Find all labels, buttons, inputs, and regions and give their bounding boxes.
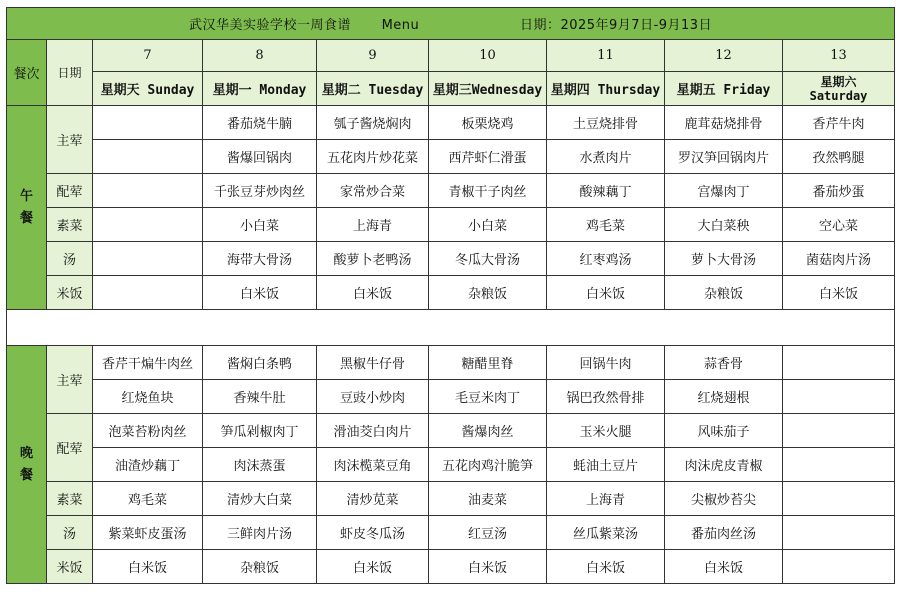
category-label: 配荤 — [47, 174, 93, 208]
dish-cell: 玉米火腿 — [547, 414, 665, 448]
weekday-label: 星期二 Tuesday — [317, 72, 429, 106]
weekday-label — [783, 72, 895, 106]
dish-cell: 上海青 — [317, 208, 429, 242]
dish-cell: 白米饭 — [317, 550, 429, 584]
dish-cell: 小白菜 — [203, 208, 317, 242]
dish-cell: 孜然鸭腿 — [783, 140, 895, 174]
dish-cell: 白米饭 — [429, 550, 547, 584]
menu-row — [7, 448, 895, 482]
dish-cell: 黑椒牛仔骨 — [317, 346, 429, 380]
weekly-menu-table — [6, 7, 895, 584]
dish-cell: 肉沫虎皮青椒 — [665, 448, 783, 482]
dish-cell: 冬瓜大骨汤 — [429, 242, 547, 276]
dish-cell: 肉沫蒸蛋 — [203, 448, 317, 482]
menu-row — [7, 346, 895, 380]
weekday-label: 星期五 Friday — [665, 72, 783, 106]
category-label: 米饭 — [47, 550, 93, 584]
dish-cell: 蒜香骨 — [665, 346, 783, 380]
dish-cell: 虾皮冬瓜汤 — [317, 516, 429, 550]
weekday-label-en: Saturday — [809, 88, 868, 103]
dish-cell: 尖椒炒苔尖 — [665, 482, 783, 516]
dish-cell — [93, 140, 203, 174]
day-number: 12 — [665, 40, 783, 72]
dish-cell: 宫爆肉丁 — [665, 174, 783, 208]
category-label: 汤 — [47, 516, 93, 550]
weekday-label: 星期天 Sunday — [93, 72, 203, 106]
dish-cell: 白米饭 — [547, 276, 665, 310]
dish-cell — [783, 380, 895, 414]
dish-cell: 空心菜 — [783, 208, 895, 242]
meal-label — [7, 106, 47, 310]
dish-cell: 鸡毛菜 — [93, 482, 203, 516]
dish-cell — [93, 106, 203, 140]
dish-cell: 鸡毛菜 — [547, 208, 665, 242]
meal-label — [7, 346, 47, 584]
weekday-label: 星期三Wednesday — [429, 72, 547, 106]
dish-cell: 滑油茭白肉片 — [317, 414, 429, 448]
dish-cell: 板栗烧鸡 — [429, 106, 547, 140]
dish-cell — [93, 276, 203, 310]
dinner-section — [7, 346, 895, 584]
dish-cell: 酱焖白条鸭 — [203, 346, 317, 380]
lunch-section — [7, 106, 895, 310]
dish-cell: 土豆烧排骨 — [547, 106, 665, 140]
menu-row — [7, 208, 895, 242]
dish-cell: 白米饭 — [665, 550, 783, 584]
dish-cell: 红枣鸡汤 — [547, 242, 665, 276]
dish-cell: 豆豉小炒肉 — [317, 380, 429, 414]
category-label: 配荤 — [47, 414, 93, 482]
category-label: 素菜 — [47, 208, 93, 242]
weekday-label-cn: 星期六 — [820, 74, 857, 89]
dish-cell: 番茄肉丝汤 — [665, 516, 783, 550]
dish-cell: 香芹干煸牛肉丝 — [93, 346, 203, 380]
dish-cell: 杂粮饭 — [203, 550, 317, 584]
dish-cell — [783, 482, 895, 516]
dish-cell — [783, 550, 895, 584]
menu-row — [7, 140, 895, 174]
dish-cell: 罗汉笋回锅肉片 — [665, 140, 783, 174]
meal-label-char: 餐 — [19, 467, 33, 483]
weekday-label: 星期四 Thursday — [547, 72, 665, 106]
dish-cell: 千张豆芽炒肉丝 — [203, 174, 317, 208]
day-number: 10 — [429, 40, 547, 72]
menu-row — [7, 550, 895, 584]
dish-cell: 菌菇肉片汤 — [783, 242, 895, 276]
dish-cell: 锅巴孜然骨排 — [547, 380, 665, 414]
menu-row — [7, 276, 895, 310]
day-number: 9 — [317, 40, 429, 72]
dish-cell — [93, 208, 203, 242]
menu-row — [7, 516, 895, 550]
dish-cell: 三鲜肉片汤 — [203, 516, 317, 550]
dish-cell: 笋瓜剁椒肉丁 — [203, 414, 317, 448]
dish-cell: 油渣炒藕丁 — [93, 448, 203, 482]
dish-cell: 上海青 — [547, 482, 665, 516]
menu-row — [7, 106, 895, 140]
menu-row — [7, 414, 895, 448]
category-label: 主荤 — [47, 346, 93, 414]
menu-row — [7, 380, 895, 414]
dish-cell: 糖醋里脊 — [429, 346, 547, 380]
title-date: 日期：2025年9月7日-9月13日 — [519, 18, 713, 33]
dish-cell: 红烧鱼块 — [93, 380, 203, 414]
dish-cell: 蚝油土豆片 — [547, 448, 665, 482]
dish-cell: 鹿茸菇烧排骨 — [665, 106, 783, 140]
dish-cell: 杂粮饭 — [429, 276, 547, 310]
dish-cell: 瓠子酱烧焖肉 — [317, 106, 429, 140]
dish-cell: 酸辣藕丁 — [547, 174, 665, 208]
dish-cell: 肉沫榄菜豆角 — [317, 448, 429, 482]
dish-cell: 白米饭 — [93, 550, 203, 584]
meal-col-header: 餐次 — [7, 40, 47, 106]
menu-row — [7, 242, 895, 276]
dish-cell: 香辣牛肚 — [203, 380, 317, 414]
dish-cell: 泡菜苔粉肉丝 — [93, 414, 203, 448]
dish-cell: 五花肉鸡汁脆笋 — [429, 448, 547, 482]
dish-cell: 小白菜 — [429, 208, 547, 242]
meal-label-char: 午 — [19, 188, 33, 204]
meal-label-char: 餐 — [19, 210, 33, 226]
weekday-label: 星期一 Monday — [203, 72, 317, 106]
dish-cell: 风味茄子 — [665, 414, 783, 448]
dish-cell: 紫菜虾皮蛋汤 — [93, 516, 203, 550]
day-number: 13 — [783, 40, 895, 72]
dish-cell — [93, 242, 203, 276]
dish-cell: 白米饭 — [547, 550, 665, 584]
dish-cell: 大白菜秧 — [665, 208, 783, 242]
dish-cell: 毛豆米肉丁 — [429, 380, 547, 414]
dish-cell — [93, 174, 203, 208]
dish-cell: 青椒干子肉丝 — [429, 174, 547, 208]
category-label: 主荤 — [47, 106, 93, 174]
dish-cell: 清炒大白菜 — [203, 482, 317, 516]
dish-cell — [783, 414, 895, 448]
menu-row — [7, 482, 895, 516]
dish-cell: 白米饭 — [203, 276, 317, 310]
category-label: 素菜 — [47, 482, 93, 516]
date-col-header: 日期 — [47, 40, 93, 106]
dish-cell: 酸萝卜老鸭汤 — [317, 242, 429, 276]
title-school: 武汉华美实验学校一周食谱 — [188, 18, 351, 33]
dish-cell: 红烧翅根 — [665, 380, 783, 414]
dish-cell — [783, 516, 895, 550]
dish-cell — [783, 346, 895, 380]
category-label: 汤 — [47, 242, 93, 276]
page-title — [7, 8, 895, 40]
dish-cell: 海带大骨汤 — [203, 242, 317, 276]
dish-cell: 番茄烧牛腩 — [203, 106, 317, 140]
dish-cell: 萝卜大骨汤 — [665, 242, 783, 276]
dish-cell — [783, 448, 895, 482]
dish-cell: 回锅牛肉 — [547, 346, 665, 380]
dish-cell: 白米饭 — [317, 276, 429, 310]
dish-cell: 家常炒合菜 — [317, 174, 429, 208]
dish-cell: 水煮肉片 — [547, 140, 665, 174]
dish-cell: 番茄炒蛋 — [783, 174, 895, 208]
dish-cell: 西芹虾仁滑蛋 — [429, 140, 547, 174]
menu-row — [7, 174, 895, 208]
section-separator — [7, 310, 895, 346]
title-menu: Menu — [381, 18, 420, 33]
dish-cell: 红豆汤 — [429, 516, 547, 550]
day-number: 8 — [203, 40, 317, 72]
dish-cell: 丝瓜紫菜汤 — [547, 516, 665, 550]
dish-cell: 杂粮饭 — [665, 276, 783, 310]
dish-cell: 酱爆回锅肉 — [203, 140, 317, 174]
dish-cell: 油麦菜 — [429, 482, 547, 516]
dish-cell: 香芹牛肉 — [783, 106, 895, 140]
meal-label-char: 晚 — [19, 445, 33, 461]
category-label: 米饭 — [47, 276, 93, 310]
dish-cell: 酱爆肉丝 — [429, 414, 547, 448]
dish-cell: 白米饭 — [783, 276, 895, 310]
day-number: 11 — [547, 40, 665, 72]
dish-cell: 清炒苋菜 — [317, 482, 429, 516]
day-number: 7 — [93, 40, 203, 72]
dish-cell: 五花肉片炒花菜 — [317, 140, 429, 174]
